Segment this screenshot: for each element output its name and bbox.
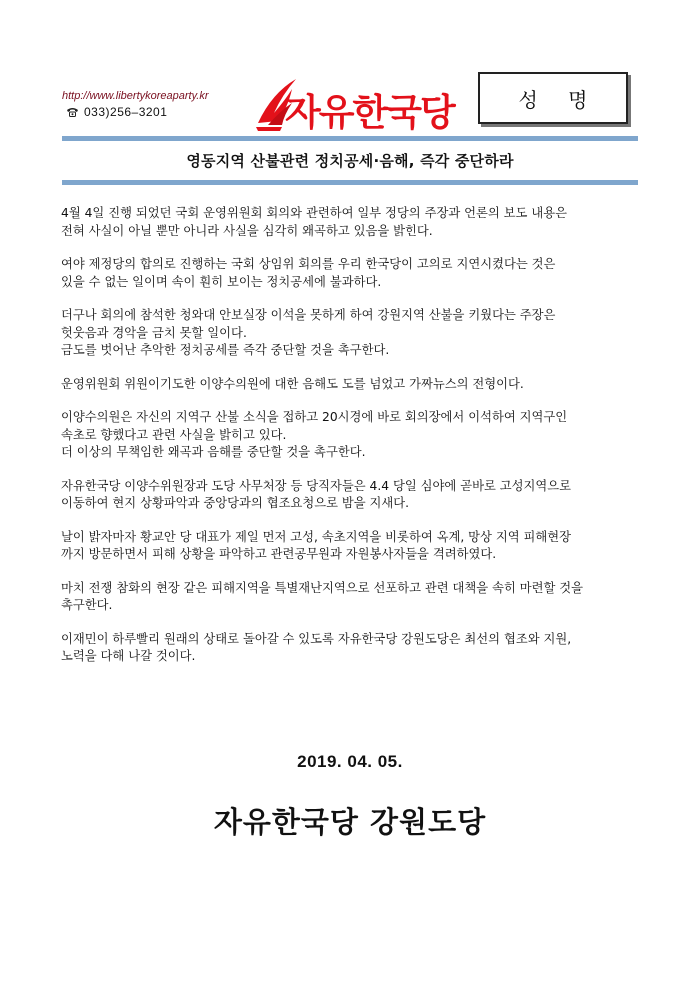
contact-info (62, 88, 209, 120)
statement-label-box (478, 72, 628, 124)
paragraph-line: 이재민이 하루빨리 원래의 상태로 돌아갈 수 있도록 자유한국당 강원도당은 최선의 협조와 지원, (61, 631, 572, 646)
paragraph-line: 속초로 향했다고 관련 사실을 밝히고 있다. (61, 427, 287, 442)
body-paragraph (61, 580, 639, 615)
body-paragraph (61, 478, 639, 513)
paragraph-line: 더 이상의 무책임한 왜곡과 음해를 중단할 것을 촉구한다. (61, 445, 366, 459)
paragraph-line: 헛웃음과 경악을 금치 못할 일이다. (61, 325, 247, 340)
body-paragraph (61, 376, 639, 394)
paragraph-line: 날이 밝자마자 황교안 당 대표가 제일 먼저 고성, 속초지역을 비롯하여 옥계, 망상 지역 피해현장 (61, 529, 572, 544)
phone-text: 033)256–3201 (84, 105, 168, 119)
body-paragraph (61, 529, 639, 564)
paragraph-line: 노력을 다해 나갈 것이다. (61, 649, 196, 663)
header-divider-bottom (62, 180, 638, 185)
paragraph-line: 자유한국당 이양수위원장과 도당 사무처장 등 당직자들은 4.4 당일 심야에 곧바로 고성지역으로 (61, 478, 572, 493)
paragraph-line: 촉구한다. (61, 598, 113, 612)
statement-title: 영동지역 산불관련 정치공세·음해, 즉각 중단하라 (186, 152, 514, 170)
party-logo-text: 자유한국당 (285, 91, 454, 134)
paragraph-line: 더구나 회의에 참석한 청와대 안보실장 이석을 못하게 하여 강원지역 산불을 키웠다는 주장은 (61, 308, 556, 322)
statement-body (61, 205, 639, 682)
paragraph-line: 까지 방문하면서 피해 상황을 파악하고 관련공무원과 자원봉사자들을 격려하였다. (61, 547, 497, 561)
statement-label: 성 명 (518, 87, 600, 112)
paragraph-line: 전혀 사실이 아닐 뿐만 아니라 사실을 심각히 왜곡하고 있음을 밝힌다. (61, 223, 433, 238)
body-paragraph (61, 205, 639, 240)
statement-date: 2019. 04. 05. (297, 752, 403, 771)
body-paragraph (61, 307, 639, 360)
paragraph-line: 4월 4일 진행 되었던 국회 운영위원회 회의와 관련하여 일부 정당의 주장과 언론의 보도 내용은 (61, 206, 567, 220)
paragraph-line: 이동하여 현지 상황파악과 중앙당과의 협조요청으로 밤을 지새다. (61, 496, 410, 510)
paragraph-line: 운영위원회 위원이기도한 이양수의원에 대한 음해도 도를 넘었고 가짜뉴스의 전형이다. (61, 376, 524, 391)
phone-number (62, 104, 209, 120)
header-divider-top (62, 136, 638, 141)
paragraph-line: 이양수의원은 자신의 지역구 산불 소식을 접하고 20시경에 바로 회의장에서 이석하여 지역구인 (61, 410, 568, 424)
paragraph-line: 여야 제정당의 합의로 진행하는 국회 상임위 회의를 우리 한국당이 고의로 지연시켰다는 것은 (61, 257, 556, 271)
paragraph-line: 금도를 벗어난 추악한 정치공세를 즉각 중단할 것을 촉구한다. (61, 343, 390, 357)
telephone-icon (66, 107, 79, 117)
body-paragraph (61, 256, 639, 291)
paragraph-line: 마치 전쟁 참화의 현장 같은 피해지역을 특별재난지역으로 선포하고 관련 대책을 속히 마련할 것을 (61, 580, 584, 595)
body-paragraph (61, 409, 639, 462)
statement-signature: 자유한국당 강원도당 (213, 805, 487, 839)
party-url: http://www.libertykoreaparty.kr (62, 90, 209, 102)
body-paragraph (61, 631, 639, 666)
paragraph-line: 있을 수 없는 일이며 속이 훤히 보이는 정치공세에 불과하다. (61, 274, 382, 289)
